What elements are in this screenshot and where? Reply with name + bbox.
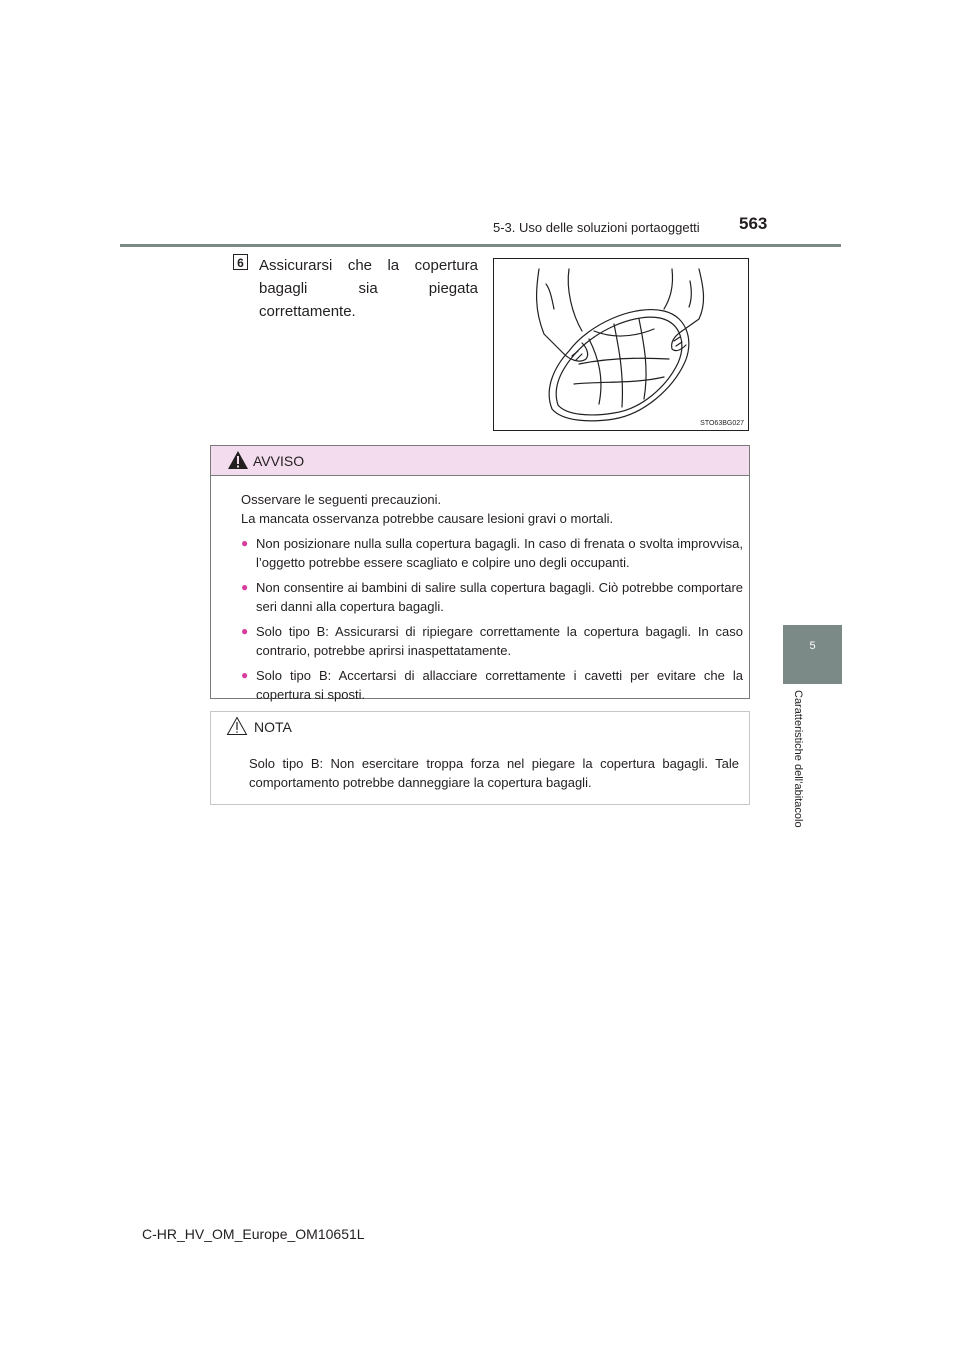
step-number-badge: 6 <box>233 254 248 270</box>
bullet-dot-icon: ● <box>241 580 249 594</box>
chapter-tab <box>783 625 842 684</box>
warning-title: AVVISO <box>253 453 305 469</box>
step-line: Assicurarsi che la copertura <box>259 257 478 274</box>
footer-doc-id: C-HR_HV_OM_Europe_OM10651L <box>142 1226 365 1242</box>
note-title: NOTA <box>254 719 292 735</box>
illustration-code: STO63BG027 <box>700 420 744 427</box>
header-section-title: 5-3. Uso delle soluzioni portaoggetti <box>493 220 700 235</box>
warning-bullet <box>241 578 743 616</box>
bullet-dot-icon: ● <box>241 624 249 638</box>
warning-bullet-text: Non consentire ai bambini di salire sulla copertura bagagli. Ciò potrebbe comportare seri danni alla copertura bagagli. <box>256 580 743 614</box>
warning-bullet <box>241 666 743 704</box>
warning-intro-line: Osservare le seguenti precauzioni. <box>241 492 442 507</box>
bullet-dot-icon: ● <box>241 536 249 550</box>
warning-intro-line: La mancata osservanza potrebbe causare lesioni gravi o mortali. <box>241 511 614 526</box>
note-box <box>210 711 750 805</box>
illustration-folding-cover <box>493 258 749 431</box>
warning-bullet-text: Non posizionare nulla sulla copertura bagagli. In caso di frenata o svolta improvvisa, l’oggetto potrebbe essere scagliato e colpire uno degli occupanti. <box>256 536 743 570</box>
warning-body <box>241 490 743 704</box>
step-instruction <box>259 254 478 323</box>
step-line: bagagli sia piegata <box>259 280 478 297</box>
warning-bullet <box>241 534 743 572</box>
warning-bullet-text: Solo tipo B: Assicurarsi di ripiegare correttamente la copertura bagagli. In caso contrario, potrebbe aprirsi inaspettatamente. <box>256 624 743 658</box>
folding-cover-drawing <box>494 259 748 430</box>
header-rule <box>120 244 841 247</box>
step-line: correttamente. <box>259 303 356 320</box>
page-number: 563 <box>739 214 768 233</box>
bullet-dot-icon: ● <box>241 668 249 682</box>
warning-box <box>210 445 750 702</box>
warning-triangle-icon <box>227 450 249 470</box>
chapter-tab-number: 5 <box>809 640 816 652</box>
note-text: Solo tipo B: Non esercitare troppa forza nel piegare la copertura bagagli. Tale comportamento potrebbe danneggiare la copertura bagagli. <box>249 756 739 790</box>
caution-outline-icon <box>226 716 248 736</box>
warning-header <box>211 446 749 476</box>
warning-bullet-text: Solo tipo B: Accertarsi di allacciare correttamente i cavetti per evitare che la copertura si sposti. <box>256 668 743 702</box>
chapter-tab-label: Caratteristiche dell’abitacolo <box>792 690 804 828</box>
warning-bullet <box>241 622 743 660</box>
